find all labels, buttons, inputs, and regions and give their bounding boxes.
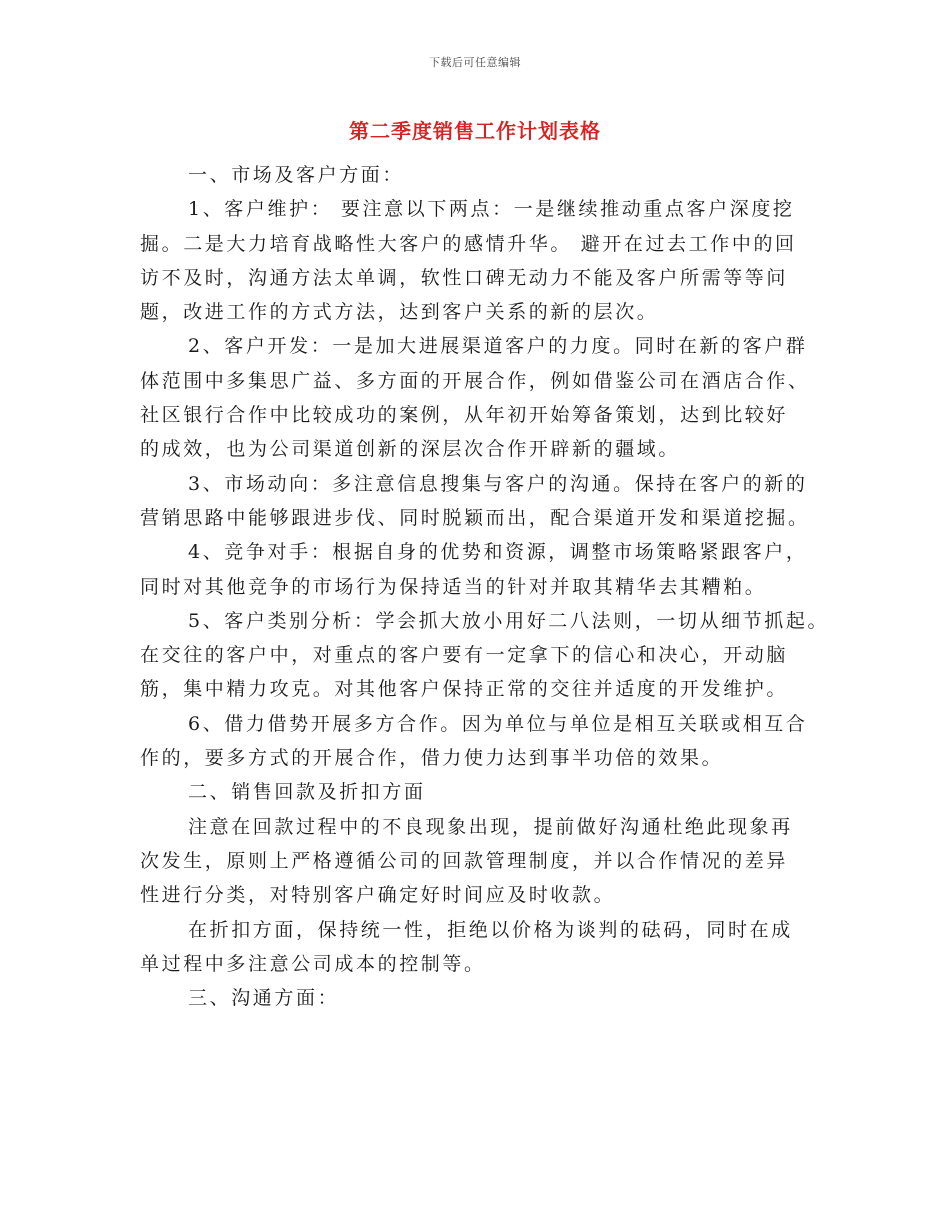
body-line: 筋，集中精力攻克。对其他客户保持正常的交往并适度的开发维护。 — [140, 678, 789, 701]
body-line: 的成效，也为公司渠道创新的深层次合作开辟新的疆域。 — [140, 438, 681, 461]
body-line: 性进行分类，对特别客户确定好时间应及时收款。 — [140, 884, 616, 907]
body-line: 注意在回款过程中的不良现象出现，提前做好沟通杜绝此现象再 — [188, 815, 793, 838]
document-body — [140, 158, 830, 1015]
body-line: 体范围中多集思广益、多方面的开展合作，例如借鉴公司在酒店合作、 — [140, 369, 810, 392]
body-line: 3、市场动向：多注意信息搜集与客户的沟通。保持在客户的新的 — [188, 472, 808, 495]
body-line: 6、借力借势开展多方合作。因为单位与单位是相互关联或相互合 — [188, 712, 808, 735]
body-line: 次发生，原则上严格遵循公司的回款管理制度，并以合作情况的差异 — [140, 849, 789, 872]
body-line: 同时对其他竞争的市场行为保持适当的针对并取其精华去其糟粕。 — [140, 575, 767, 598]
body-line: 5、客户类别分析：学会抓大放小用好二八法则，一切从细节抓起。 — [188, 609, 830, 632]
document-title: 第二季度销售工作计划表格 — [349, 119, 601, 143]
body-line: 在折扣方面，保持统一性，拒绝以价格为谈判的砝码，同时在成 — [188, 918, 793, 941]
body-line: 访不及时，沟通方法太单调，软性口碑无动力不能及客户所需等等问 — [140, 266, 789, 289]
body-line: 作的，要多方式的开展合作，借力使力达到事半功倍的效果。 — [140, 747, 724, 770]
body-line: 营销思路中能够跟进步伐、同时脱颖而出，配合渠道开发和渠道挖掘。 — [140, 506, 810, 529]
body-line: 4、竞争对手：根据自身的优势和资源，调整市场策略紧跟客户， — [188, 541, 808, 564]
body-line: 三、沟通方面： — [188, 987, 340, 1010]
body-line: 在交往的客户中，对重点的客户要有一定拿下的信心和决心，开动脑 — [140, 644, 789, 667]
body-line: 社区银行合作中比较成功的案例，从年初开始筹备策划，达到比较好 — [140, 404, 789, 427]
body-line: 掘。二是大力培育战略性大客户的感情升华。 避开在过去工作中的回 — [140, 232, 797, 255]
body-line: 二、销售回款及折扣方面 — [188, 781, 426, 804]
body-line: 单过程中多注意公司成本的控制等。 — [140, 952, 486, 975]
body-line: 2、客户开发：一是加大进展渠道客户的力度。同时在新的客户群 — [188, 335, 808, 358]
body-line: 1、客户维护： 要注意以下两点：一是继续推动重点客户深度挖 — [188, 198, 795, 221]
body-line: 题，改进工作的方式方法，达到客户关系的新的层次。 — [140, 301, 659, 324]
body-line: 一、市场及客户方面： — [188, 164, 405, 186]
header-note: 下载后可任意编辑 — [429, 56, 521, 69]
